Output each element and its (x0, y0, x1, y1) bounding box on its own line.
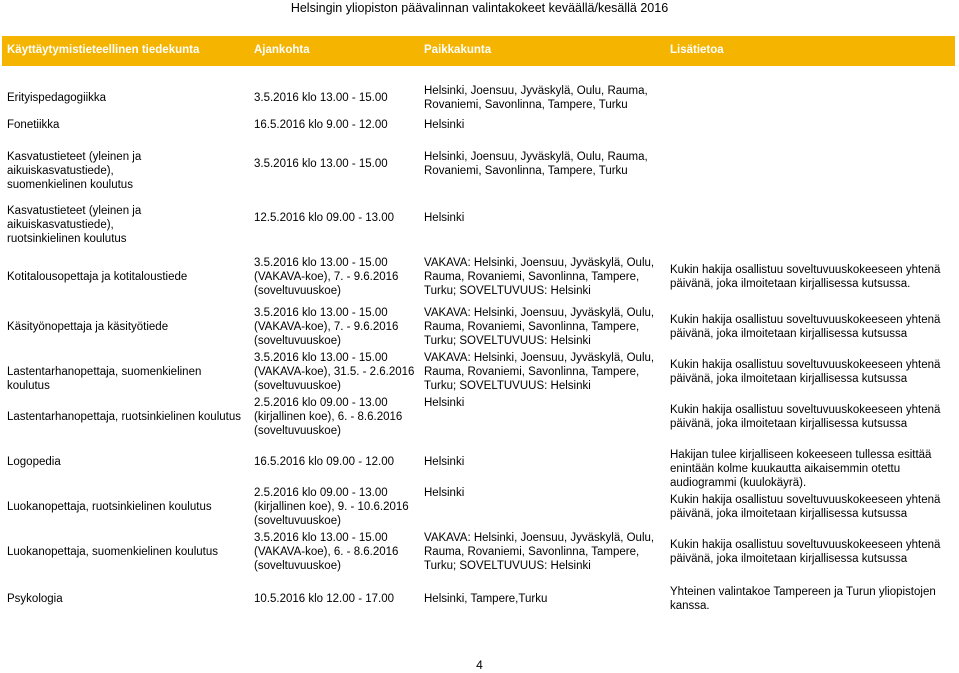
exam-place: VAKAVA: Helsinki, Joensuu, Jyväskylä, Oulu, Rauma, Rovaniemi, Savonlinna, Tampere, Turku; SOVELTUVUUS: Helsinki (424, 352, 655, 392)
program-name: Lastentarhanopettaja, suomenkielinen koulutus (7, 366, 202, 392)
exam-place: Helsinki (424, 487, 465, 499)
exam-time: 3.5.2016 klo 13.00 - 15.00 (254, 158, 388, 170)
exam-place: Helsinki, Joensuu, Jyväskylä, Oulu, Rauma, Rovaniemi, Savonlinna, Tampere, Turku (424, 151, 648, 177)
exam-time: 3.5.2016 klo 13.00 - 15.00 (VAKAVA-koe), 31.5. - 2.6.2016 (soveltuvuuskoe) (254, 352, 415, 392)
exam-time: 16.5.2016 klo 09.00 - 12.00 (254, 456, 395, 468)
exam-time: 2.5.2016 klo 09.00 - 13.00 (kirjallinen koe), 9. - 10.6.2016 (soveltuvuuskoe) (254, 487, 409, 527)
exam-time: 3.5.2016 klo 13.00 - 15.00 (254, 92, 388, 104)
extra-info: Kukin hakija osallistuu soveltuvuuskokeeseen yhtenä päivänä, joka ilmoitetaan kirjallisessa kutsussa (670, 539, 941, 565)
program-name: Kasvatustieteet (yleinen ja aikuiskasvatustiede), ruotsinkielinen koulutus (7, 205, 142, 245)
exam-place: Helsinki (424, 456, 465, 468)
header-place: Paikkakunta (424, 44, 492, 56)
exam-place: VAKAVA: Helsinki, Joensuu, Jyväskylä, Oulu, Rauma, Rovaniemi, Savonlinna, Tampere, Turku; SOVELTUVUUS: Helsinki (424, 532, 655, 572)
header-info: Lisätietoa (670, 44, 724, 56)
page-number: 4 (476, 658, 483, 672)
extra-info: Kukin hakija osallistuu soveltuvuuskokeeseen yhtenä päivänä, joka ilmoitetaan kirjallisessa kutsussa. (670, 264, 941, 290)
exam-place: Helsinki (424, 212, 465, 224)
program-name: Luokanopettaja, suomenkielinen koulutus (7, 546, 218, 558)
exam-time: 16.5.2016 klo 9.00 - 12.00 (254, 119, 388, 131)
extra-info: Kukin hakija osallistuu soveltuvuuskokeeseen yhtenä päivänä, joka ilmoitetaan kirjallisessa kutsussa (670, 314, 941, 340)
program-name: Fonetiikka (7, 119, 60, 131)
exam-time: 3.5.2016 klo 13.00 - 15.00 (VAKAVA-koe), 7. - 9.6.2016 (soveltuvuuskoe) (254, 307, 399, 347)
exam-time: 3.5.2016 klo 13.00 - 15.00 (VAKAVA-koe), 6. - 8.6.2016 (soveltuvuuskoe) (254, 532, 399, 572)
program-name: Kotitalousopettaja ja kotitaloustiede (7, 271, 188, 283)
program-name: Kasvatustieteet (yleinen ja aikuiskasvatustiede), suomenkielinen koulutus (7, 151, 142, 191)
exam-place: Helsinki (424, 119, 465, 131)
program-name: Logopedia (7, 456, 61, 468)
page-title: Helsingin yliopiston päävalinnan valintakokeet keväällä/kesällä 2016 (290, 1, 669, 15)
exam-place: VAKAVA: Helsinki, Joensuu, Jyväskylä, Oulu, Rauma, Rovaniemi, Savonlinna, Tampere, Turku; SOVELTUVUUS: Helsinki (424, 257, 655, 297)
extra-info: Yhteinen valintakoe Tampereen ja Turun yliopistojen kanssa. (670, 586, 936, 612)
header-time: Ajankohta (254, 44, 310, 56)
table-header (2, 36, 955, 66)
header-faculty: Käyttäytymistieteellinen tiedekunta (7, 44, 200, 56)
program-name: Luokanopettaja, ruotsinkielinen koulutus (7, 501, 212, 513)
extra-info: Kukin hakija osallistuu soveltuvuuskokeeseen yhtenä päivänä, joka ilmoitetaan kirjallisessa kutsussa (670, 359, 941, 385)
exam-place: Helsinki, Tampere,Turku (424, 593, 548, 605)
exam-time: 2.5.2016 klo 09.00 - 13.00 (kirjallinen koe), 6. - 8.6.2016 (soveltuvuuskoe) (254, 397, 403, 437)
exam-place: Helsinki, Joensuu, Jyväskylä, Oulu, Rauma, Rovaniemi, Savonlinna, Tampere, Turku (424, 85, 648, 111)
extra-info: Kukin hakija osallistuu soveltuvuuskokeeseen yhtenä päivänä, joka ilmoitetaan kirjallisessa kutsussa (670, 494, 941, 520)
program-name: Psykologia (7, 593, 63, 605)
extra-info: Kukin hakija osallistuu soveltuvuuskokeeseen yhtenä päivänä, joka ilmoitetaan kirjallisessa kutsussa (670, 404, 941, 430)
exam-place: Helsinki (424, 397, 465, 409)
program-name: Lastentarhanopettaja, ruotsinkielinen koulutus (7, 411, 241, 423)
program-name: Erityispedagogiikka (7, 92, 107, 104)
exam-time: 3.5.2016 klo 13.00 - 15.00 (VAKAVA-koe), 7. - 9.6.2016 (soveltuvuuskoe) (254, 257, 399, 297)
exam-time: 10.5.2016 klo 12.00 - 17.00 (254, 593, 395, 605)
extra-info: Hakijan tulee kirjalliseen kokeeseen tullessa esittää enintään kolme kuukautta aikaisemmin otettu audiogrammi (kuulokäyrä). (670, 449, 932, 489)
program-name: Käsityönopettaja ja käsityötiede (7, 321, 169, 333)
exam-time: 12.5.2016 klo 09.00 - 13.00 (254, 212, 395, 224)
exam-place: VAKAVA: Helsinki, Joensuu, Jyväskylä, Oulu, Rauma, Rovaniemi, Savonlinna, Tampere, Turku; SOVELTUVUUS: Helsinki (424, 307, 655, 347)
